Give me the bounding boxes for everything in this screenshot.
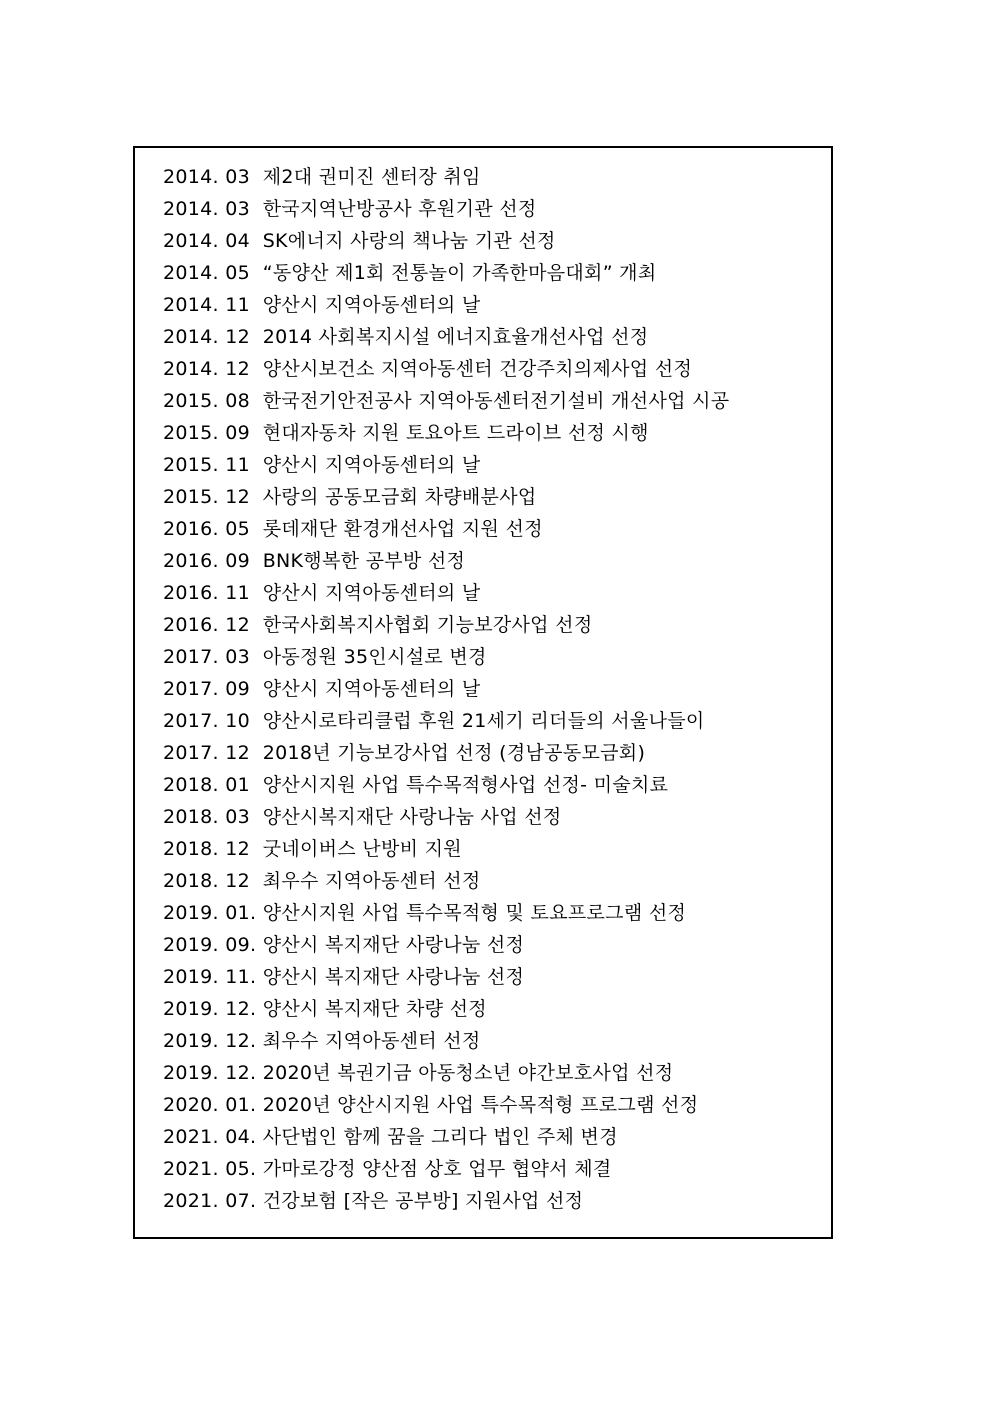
history-entry-14 <box>163 579 821 611</box>
history-entry-text: 2017. 03 아동정원 35인시설로 변경 <box>163 646 487 668</box>
history-entry-text: 2015. 11 양산시 지역아동센터의 날 <box>163 454 481 476</box>
history-entry-5 <box>163 291 821 323</box>
history-entry-text: 2016. 05 롯데재단 환경개선사업 지원 선정 <box>163 518 543 540</box>
history-entry-text: 2015. 09 현대자동차 지원 토요아트 드라이브 선정 시행 <box>163 422 649 444</box>
history-entry-32 <box>163 1155 821 1187</box>
history-entry-3 <box>163 227 821 259</box>
history-entry-text: 2019. 12. 양산시 복지재단 차량 선정 <box>163 998 487 1020</box>
history-entry-8 <box>163 387 821 419</box>
history-entry-text: 2019. 12. 2020년 복권기금 아동청소년 야간보호사업 선정 <box>163 1062 674 1084</box>
history-entry-text: 2016. 09 BNK행복한 공부방 선정 <box>163 550 466 572</box>
history-entry-1 <box>163 163 821 195</box>
history-list <box>163 163 821 1219</box>
history-entry-19 <box>163 739 821 771</box>
history-entry-16 <box>163 643 821 675</box>
history-entry-27 <box>163 995 821 1027</box>
history-entry-26 <box>163 963 821 995</box>
history-entry-11 <box>163 483 821 515</box>
history-entry-text: 2018. 03 양산시복지재단 사랑나눔 사업 선정 <box>163 806 562 828</box>
history-entry-22 <box>163 835 821 867</box>
history-entry-2 <box>163 195 821 227</box>
history-entry-text: 2021. 05. 가마로강정 양산점 상호 업무 협약서 체결 <box>163 1158 612 1180</box>
history-entry-18 <box>163 707 821 739</box>
history-entry-24 <box>163 899 821 931</box>
history-entry-21 <box>163 803 821 835</box>
history-entry-text: 2019. 11. 양산시 복지재단 사랑나눔 선정 <box>163 966 525 988</box>
history-entry-7 <box>163 355 821 387</box>
history-entry-30 <box>163 1091 821 1123</box>
history-entry-text: 2018. 12 굿네이버스 난방비 지원 <box>163 838 462 860</box>
history-entry-13 <box>163 547 821 579</box>
history-entry-text: 2021. 04. 사단법인 함께 꿈을 그리다 법인 주체 변경 <box>163 1126 618 1148</box>
history-entry-31 <box>163 1123 821 1155</box>
history-entry-text: 2019. 01. 양산시지원 사업 특수목적형 및 토요프로그램 선정 <box>163 902 687 924</box>
history-entry-text: 2015. 08 한국전기안전공사 지역아동센터전기설비 개선사업 시공 <box>163 390 730 412</box>
history-entry-6 <box>163 323 821 355</box>
history-entry-text: 2014. 12 양산시보건소 지역아동센터 건강주치의제사업 선정 <box>163 358 693 380</box>
history-entry-33 <box>163 1187 821 1219</box>
history-entry-text: 2014. 05 “동양산 제1회 전통놀이 가족한마음대회” 개최 <box>163 262 657 284</box>
history-entry-15 <box>163 611 821 643</box>
history-entry-text: 2016. 11 양산시 지역아동센터의 날 <box>163 582 481 604</box>
history-entry-text: 2018. 12 최우수 지역아동센터 선정 <box>163 870 481 892</box>
history-entry-text: 2017. 10 양산시로타리클럽 후원 21세기 리더들의 서울나들이 <box>163 710 705 732</box>
history-entry-text: 2014. 04 SK에너지 사랑의 책나눔 기관 선정 <box>163 230 556 252</box>
history-entry-text: 2020. 01. 2020년 양산시지원 사업 특수목적형 프로그램 선정 <box>163 1094 699 1116</box>
history-entry-text: 2014. 03 한국지역난방공사 후원기관 선정 <box>163 198 537 220</box>
history-entry-10 <box>163 451 821 483</box>
history-entry-4 <box>163 259 821 291</box>
history-entry-25 <box>163 931 821 963</box>
history-entry-17 <box>163 675 821 707</box>
history-entry-28 <box>163 1027 821 1059</box>
history-entry-29 <box>163 1059 821 1091</box>
history-entry-9 <box>163 419 821 451</box>
history-entry-text: 2014. 12 2014 사회복지시설 에너지효율개선사업 선정 <box>163 326 649 348</box>
history-entry-12 <box>163 515 821 547</box>
history-entry-text: 2014. 03 제2대 권미진 센터장 취임 <box>163 166 481 188</box>
history-entry-text: 2019. 09. 양산시 복지재단 사랑나눔 선정 <box>163 934 525 956</box>
history-entry-text: 2015. 12 사랑의 공동모금회 차량배분사업 <box>163 486 537 508</box>
history-entry-text: 2017. 09 양산시 지역아동센터의 날 <box>163 678 481 700</box>
history-entry-text: 2016. 12 한국사회복지사협회 기능보강사업 선정 <box>163 614 593 636</box>
history-entry-text: 2018. 01 양산시지원 사업 특수목적형사업 선정- 미술치료 <box>163 774 669 796</box>
history-box <box>133 146 833 1239</box>
history-entry-text: 2017. 12 2018년 기능보강사업 선정 (경남공동모금회) <box>163 742 646 764</box>
history-entry-20 <box>163 771 821 803</box>
history-entry-text: 2021. 07. 건강보험 [작은 공부방] 지원사업 선정 <box>163 1190 584 1212</box>
history-entry-text: 2014. 11 양산시 지역아동센터의 날 <box>163 294 481 316</box>
history-entry-text: 2019. 12. 최우수 지역아동센터 선정 <box>163 1030 481 1052</box>
history-entry-23 <box>163 867 821 899</box>
